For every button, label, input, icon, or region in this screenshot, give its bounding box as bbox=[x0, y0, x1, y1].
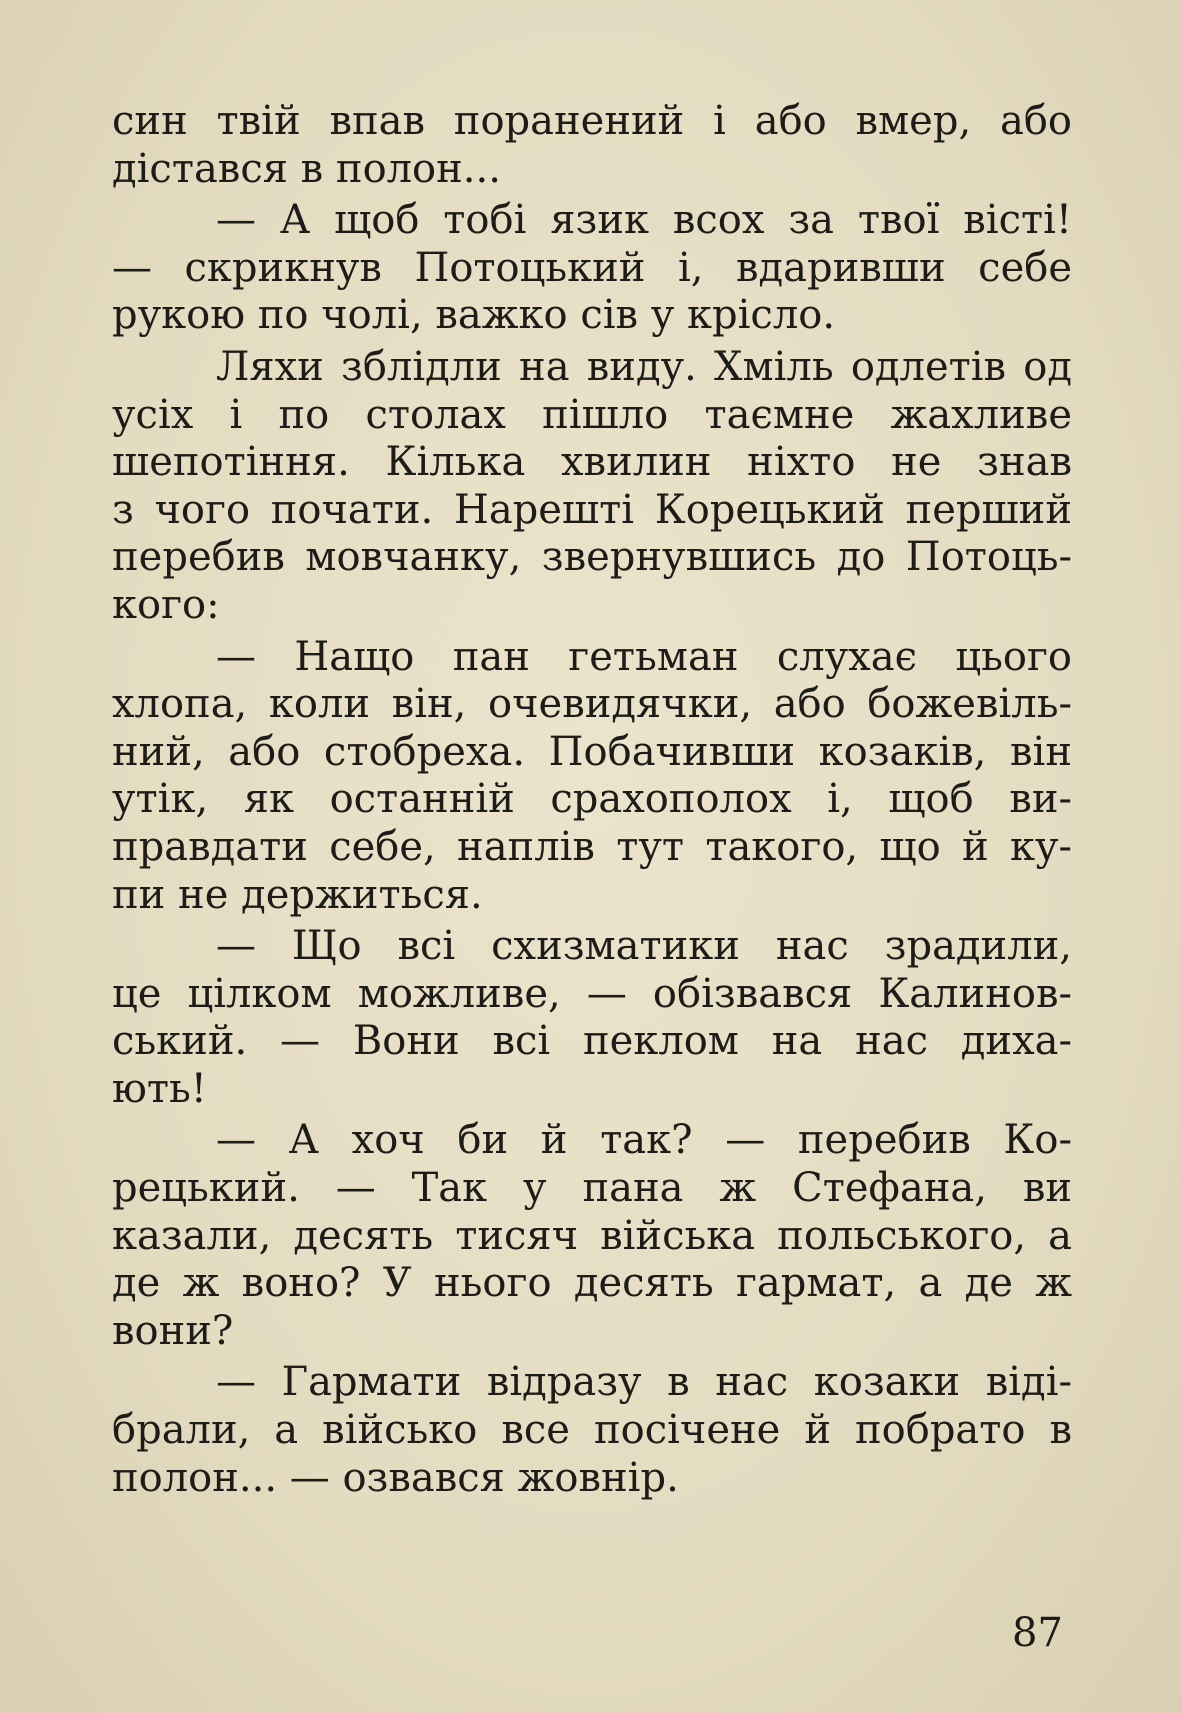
text-line: — Гармати відразу в нас козаки віді- bbox=[216, 1359, 1072, 1406]
paragraph bbox=[112, 1359, 1072, 1502]
text-line: де ж воно? У нього десять гармат, а де ж bbox=[112, 1260, 1072, 1307]
paragraph bbox=[112, 98, 1072, 193]
text-line: — А щоб тобі язик всох за твої вісті! bbox=[216, 197, 1072, 244]
paragraph bbox=[112, 634, 1072, 920]
text-line: хлопа, коли він, очевидячки, або божевіль- bbox=[112, 681, 1072, 728]
body-text bbox=[112, 98, 1072, 1502]
text-line: рецький. — Так у пана ж Стефана, ви bbox=[112, 1165, 1072, 1212]
page-number: 87 bbox=[1012, 1610, 1063, 1656]
text-line: — скрикнув Потоцький і, вдаривши себе bbox=[112, 244, 1072, 291]
text-line: правдати себе, наплів тут такого, що й ку- bbox=[112, 823, 1072, 870]
text-line: Ляхи зблідли на виду. Хміль одлетів од bbox=[216, 343, 1072, 390]
text-line: з чого почати. Нарешті Корецький перший bbox=[112, 486, 1072, 533]
text-line: перебив мовчанку, звернувшись до Потоць- bbox=[112, 534, 1072, 581]
text-line: казали, десять тисяч війська польського, а bbox=[112, 1212, 1072, 1259]
text-line: ський. — Вони всі пеклом на нас диха- bbox=[112, 1018, 1072, 1065]
paragraph bbox=[112, 923, 1072, 1113]
text-line: пи не держиться. bbox=[112, 871, 483, 918]
text-line: усіх і по столах пішло таємне жахливе bbox=[112, 391, 1072, 438]
text-line: дістався в полон... bbox=[112, 145, 501, 192]
text-line: брали, а військо все посічене й побрато в bbox=[112, 1407, 1072, 1454]
text-line: ють! bbox=[112, 1065, 207, 1112]
text-line: вони? bbox=[112, 1307, 234, 1354]
text-line: — Нащо пан гетьман слухає цього bbox=[216, 633, 1072, 680]
text-line: утік, як останній срахополох і, щоб ви- bbox=[112, 776, 1072, 823]
text-line: рукою по чолі, важко сів у крісло. bbox=[112, 292, 836, 339]
text-line: син твій впав поранений і або вмер, або bbox=[112, 98, 1072, 144]
paragraph bbox=[112, 344, 1072, 630]
text-line: кого: bbox=[112, 581, 220, 628]
paragraph bbox=[112, 197, 1072, 340]
text-line: — Що всі схизматики нас зрадили, bbox=[216, 923, 1072, 970]
text-line: — А хоч би й так? — перебив Ко- bbox=[216, 1117, 1072, 1164]
text-line: шепотіння. Кілька хвилин ніхто не знав bbox=[112, 439, 1072, 486]
paragraph bbox=[112, 1117, 1072, 1355]
text-line: це цілком можливе, — обізвався Калинов- bbox=[112, 970, 1072, 1017]
text-line: ний, або стобреха. Побачивши козаків, він bbox=[112, 728, 1072, 775]
text-line: полон... — озвався жовнір. bbox=[112, 1454, 679, 1501]
